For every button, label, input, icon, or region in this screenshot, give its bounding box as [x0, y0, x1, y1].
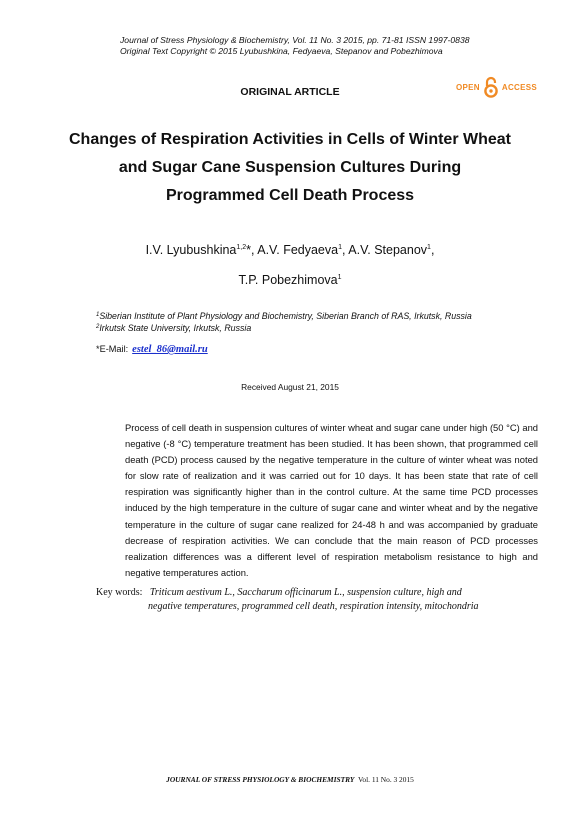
title-line-2: and Sugar Cane Suspension Cultures During [118, 159, 462, 176]
article-title [60, 126, 520, 210]
author-affiliation-sup: 1 [337, 274, 342, 281]
author-name: T.P. Pobezhimova [238, 273, 338, 287]
copyright-line: Original Text Copyright © 2015 Lyubushkina, Fedyaeva, Stepanov and Pobezhimova [120, 46, 443, 56]
author-name: A.V. Fedyaeva [257, 243, 339, 257]
author-line-1: I.V. Lyubushkina$^{1,2}$*, A.V. Fedyaeva$^1$, A.V. Stepanov$^1$, [145, 243, 435, 257]
abstract-text: Process of cell death in suspension cultures of winter wheat and sugar cane under high (50 °C) and negative (-8 °C) temperature treatment has been studied. It has been shown, that programmed cell death (PCD) process caused by the negative temperature in the culture of winter wheat was noted for slow rate of realization and it was carried out for 10 days. It has been state that rate of cell respiration was significantly higher than in the control culture. At the same time PCD processes induced by the high temperature in the culture of sugar cane and winter wheat and by the negative temperature in the culture of sugar cane realized for 24-48 h and was accompanied by graduate decrease of respiration activities. We can conclude that the main reason of PCD processes realization differences was a different level of respiration metabolism resistance to high and negative temperatures action. [125, 422, 538, 578]
author-affiliation-sup: 1 [338, 244, 342, 251]
email-link[interactable]: estel_86@mail.ru [132, 344, 208, 355]
keywords-label: Key words: [96, 587, 143, 598]
corresponding-mark: * [246, 243, 251, 257]
open-access-left-label: OPEN [456, 82, 480, 92]
affiliation-text: Siberian Institute of Plant Physiology and Biochemistry, Siberian Branch of RAS, Irkutsk, Russia [99, 311, 472, 321]
journal-citation: Journal of Stress Physiology & Biochemistry, Vol. 11 No. 3 2015, pp. 71-81 ISSN 1997-0838 [120, 35, 470, 45]
affiliation-number: 1 [96, 312, 100, 318]
keywords-line-1: Triticum aestivum L., Saccharum officinarum L., suspension culture, high and [149, 587, 462, 598]
title-line-3: Programmed Cell Death Process [165, 187, 415, 204]
keywords-line-2: negative temperatures, programmed cell death, respiration intensity, mitochondria [148, 601, 479, 613]
corresponding-email [96, 344, 208, 355]
open-access-right-label: ACCESS [501, 82, 538, 92]
affiliation-2 [96, 323, 556, 333]
article-type: ORIGINAL ARTICLE [240, 86, 340, 98]
page-footer [0, 775, 580, 784]
received-date: Received August 21, 2015 [241, 382, 339, 392]
footer-issue: Vol. 11 No. 3 2015 [358, 775, 414, 784]
title-line-1: Changes of Respiration Activities in Cells of Winter Wheat [69, 131, 511, 148]
author-affiliation-sup: 1 [427, 244, 431, 251]
affiliation-number: 2 [96, 324, 100, 330]
affiliation-1 [96, 311, 556, 321]
keywords [96, 586, 540, 614]
affiliation-text: Irkutsk State University, Irkutsk, Russia [99, 323, 252, 333]
author-name: A.V. Stepanov [348, 243, 428, 257]
author-list [40, 234, 540, 294]
email-label: *E-Mail: [96, 344, 129, 354]
author-line-2 [40, 264, 540, 294]
footer-journal: JOURNAL OF STRESS PHYSIOLOGY & BIOCHEMISTRY [166, 775, 355, 784]
author-affiliation-sup: 1,2 [236, 244, 247, 251]
author-name: I.V. Lyubushkina [145, 243, 237, 257]
